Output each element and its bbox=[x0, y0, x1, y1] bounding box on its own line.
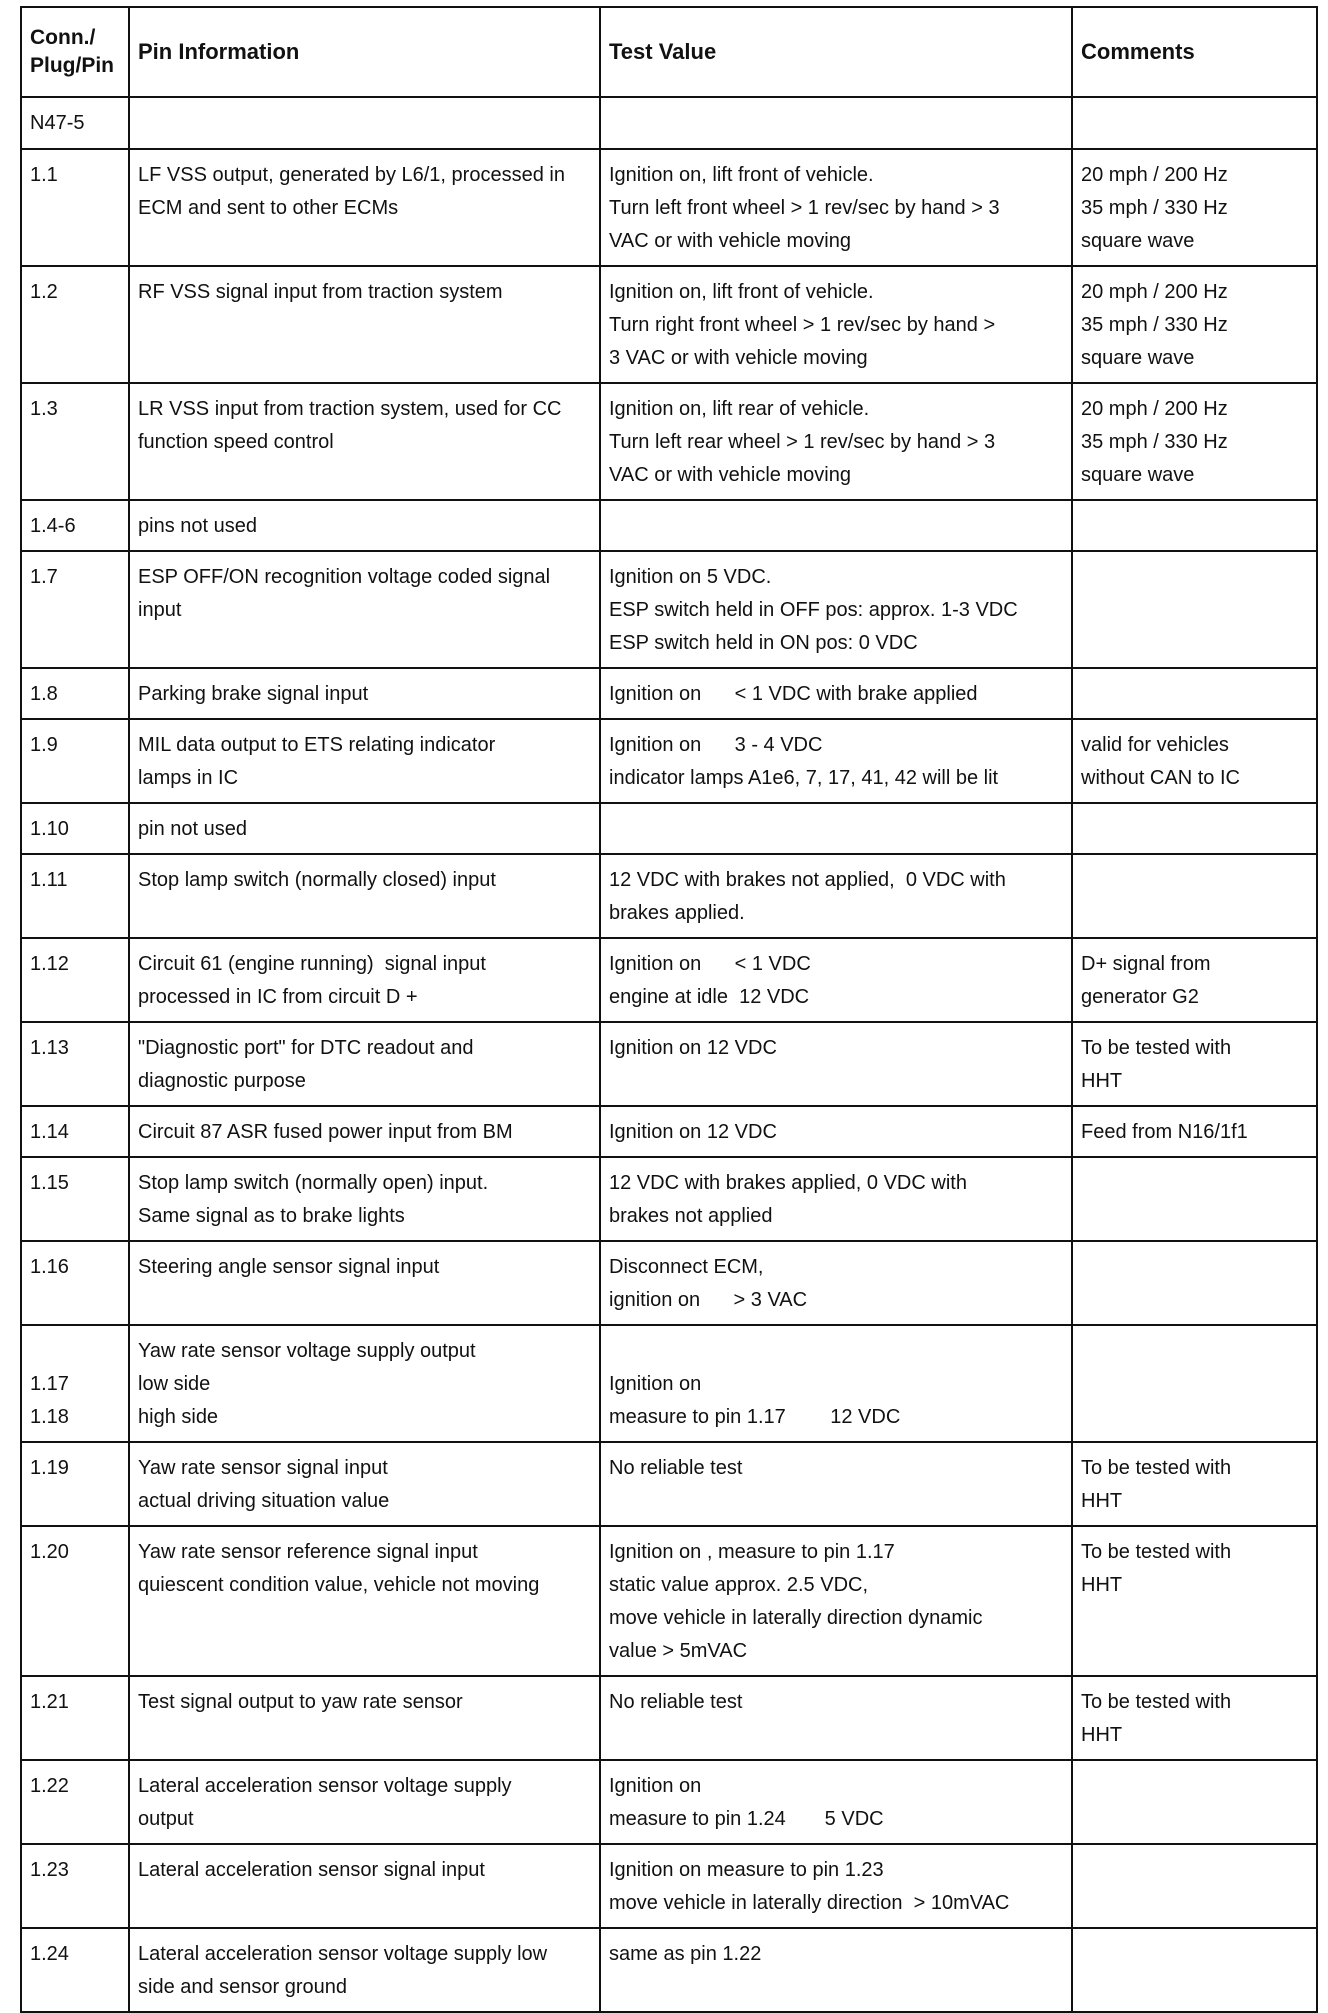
comments-line: HHT bbox=[1081, 1724, 1123, 1746]
header-test-value: Test Value bbox=[600, 7, 1072, 97]
test-value-cell bbox=[600, 1157, 1072, 1241]
test-value-line: measure to pin 1.24 5 VDC bbox=[609, 1808, 884, 1830]
comments-line: HHT bbox=[1081, 1574, 1123, 1596]
comments-line: generator G2 bbox=[1081, 986, 1199, 1008]
test-value-line: Turn right front wheel > 1 rev/sec by hand > bbox=[609, 314, 996, 336]
test-value-line: VAC or with vehicle moving bbox=[609, 230, 851, 252]
comments-line: 20 mph / 200 Hz bbox=[1081, 398, 1228, 420]
pin-information-cell bbox=[129, 551, 600, 668]
pin-cell bbox=[21, 1928, 129, 2012]
comments-cell bbox=[1072, 1241, 1317, 1325]
test-value-cell bbox=[600, 1022, 1072, 1106]
test-value-line: indicator lamps A1e6, 7, 17, 41, 42 will be lit bbox=[609, 767, 999, 789]
pin-line: 1.7 bbox=[30, 566, 58, 588]
pin-information-cell bbox=[129, 1442, 600, 1526]
comments-line: square wave bbox=[1081, 347, 1195, 369]
pin-information-line: Steering angle sensor signal input bbox=[138, 1256, 440, 1278]
test-value-cell bbox=[600, 97, 1072, 149]
test-value-line: Ignition on bbox=[609, 1775, 702, 1797]
pin-information-line: Stop lamp switch (normally open) input. bbox=[138, 1172, 489, 1194]
table-row bbox=[21, 97, 1317, 149]
test-value-cell bbox=[600, 719, 1072, 803]
test-value-line: Ignition on < 1 VDC with brake applied bbox=[609, 683, 978, 705]
pin-line: 1.16 bbox=[30, 1256, 69, 1278]
pin-information-cell bbox=[129, 1844, 600, 1928]
table-body bbox=[21, 97, 1317, 2012]
comments-cell bbox=[1072, 1157, 1317, 1241]
pin-information-line: quiescent condition value, vehicle not moving bbox=[138, 1574, 540, 1596]
pin-information-line: function speed control bbox=[138, 431, 334, 453]
comments-line: To be tested with bbox=[1081, 1541, 1232, 1563]
comments-cell bbox=[1072, 719, 1317, 803]
pin-cell bbox=[21, 938, 129, 1022]
pin-information-cell bbox=[129, 1022, 600, 1106]
pin-information-line: Lateral acceleration sensor signal input bbox=[138, 1859, 485, 1881]
pin-line: 1.21 bbox=[30, 1691, 69, 1713]
test-value-cell bbox=[600, 1442, 1072, 1526]
pin-line: N47-5 bbox=[30, 112, 85, 134]
pin-information-line: actual driving situation value bbox=[138, 1490, 390, 1512]
comments-line: To be tested with bbox=[1081, 1691, 1232, 1713]
test-value-line: value > 5mVAC bbox=[609, 1640, 748, 1662]
test-value-line: Ignition on, lift rear of vehicle. bbox=[609, 398, 870, 420]
pin-information-line: output bbox=[138, 1808, 194, 1830]
pin-information-line: ECM and sent to other ECMs bbox=[138, 197, 399, 219]
table-row bbox=[21, 1928, 1317, 2012]
pin-cell bbox=[21, 1325, 129, 1442]
test-value-line: ignition on > 3 VAC bbox=[609, 1289, 808, 1311]
test-value-cell bbox=[600, 1241, 1072, 1325]
table-header-row bbox=[21, 7, 1317, 97]
pin-information-table bbox=[20, 6, 1318, 2013]
test-value-line: measure to pin 1.17 12 VDC bbox=[609, 1406, 901, 1428]
pin-information-line: lamps in IC bbox=[138, 767, 239, 789]
header-conn-line-1: Conn./ bbox=[30, 26, 96, 49]
pin-cell bbox=[21, 1676, 129, 1760]
pin-line: 1.22 bbox=[30, 1775, 69, 1797]
pin-information-line: low side bbox=[138, 1373, 211, 1395]
table-row bbox=[21, 1022, 1317, 1106]
pin-information-line: Test signal output to yaw rate sensor bbox=[138, 1691, 463, 1713]
table-row bbox=[21, 1241, 1317, 1325]
pin-information-line: Circuit 87 ASR fused power input from BM bbox=[138, 1121, 513, 1143]
comments-cell bbox=[1072, 1526, 1317, 1676]
pin-information-line: Same signal as to brake lights bbox=[138, 1205, 405, 1227]
comments-cell bbox=[1072, 854, 1317, 938]
pin-cell bbox=[21, 1526, 129, 1676]
comments-line: without CAN to IC bbox=[1081, 767, 1240, 789]
test-value-cell bbox=[600, 1928, 1072, 2012]
pin-information-line: Parking brake signal input bbox=[138, 683, 369, 705]
pin-information-line: "Diagnostic port" for DTC readout and bbox=[138, 1037, 474, 1059]
test-value-line: static value approx. 2.5 VDC, bbox=[609, 1574, 869, 1596]
pin-information-line: pins not used bbox=[138, 515, 257, 537]
pin-cell bbox=[21, 551, 129, 668]
pin-cell bbox=[21, 149, 129, 266]
test-value-line: brakes not applied bbox=[609, 1205, 773, 1227]
pin-information-cell bbox=[129, 97, 600, 149]
header-comments: Comments bbox=[1072, 7, 1317, 97]
pin-information-line: Stop lamp switch (normally closed) input bbox=[138, 869, 496, 891]
table-row bbox=[21, 1157, 1317, 1241]
test-value-cell bbox=[600, 500, 1072, 551]
test-value-line: Ignition on 3 - 4 VDC bbox=[609, 734, 823, 756]
comments-line: valid for vehicles bbox=[1081, 734, 1229, 756]
test-value-cell bbox=[600, 1676, 1072, 1760]
test-value-line bbox=[609, 1335, 1064, 1368]
pin-information-cell bbox=[129, 719, 600, 803]
header-conn-line-2: Plug/Pin bbox=[30, 54, 114, 77]
pin-line: 1.1 bbox=[30, 164, 58, 186]
comments-cell bbox=[1072, 383, 1317, 500]
pin-information-cell bbox=[129, 1241, 600, 1325]
test-value-line: move vehicle in laterally direction > 10mVAC bbox=[609, 1892, 1010, 1914]
comments-cell bbox=[1072, 500, 1317, 551]
pin-line: 1.12 bbox=[30, 953, 69, 975]
comments-cell bbox=[1072, 1760, 1317, 1844]
test-value-cell bbox=[600, 1526, 1072, 1676]
test-value-line: VAC or with vehicle moving bbox=[609, 464, 851, 486]
test-value-line: Ignition on < 1 VDC bbox=[609, 953, 811, 975]
pin-cell bbox=[21, 1106, 129, 1157]
pin-line: 1.8 bbox=[30, 683, 58, 705]
table-row bbox=[21, 803, 1317, 854]
pin-line: 1.11 bbox=[30, 869, 68, 891]
pin-information-cell bbox=[129, 854, 600, 938]
pin-information-cell bbox=[129, 1526, 600, 1676]
pin-line: 1.9 bbox=[30, 734, 58, 756]
pin-table-page bbox=[20, 6, 1316, 2013]
test-value-line: Disconnect ECM, bbox=[609, 1256, 764, 1278]
pin-cell bbox=[21, 854, 129, 938]
test-value-cell bbox=[600, 1844, 1072, 1928]
test-value-cell bbox=[600, 266, 1072, 383]
pin-information-cell bbox=[129, 149, 600, 266]
pin-information-line: pin not used bbox=[138, 818, 247, 840]
pin-information-cell bbox=[129, 1760, 600, 1844]
pin-information-cell bbox=[129, 1325, 600, 1442]
pin-information-cell bbox=[129, 803, 600, 854]
comments-line: square wave bbox=[1081, 230, 1195, 252]
pin-line: 1.3 bbox=[30, 398, 58, 420]
pin-cell bbox=[21, 803, 129, 854]
pin-information-line: LR VSS input from traction system, used for CC bbox=[138, 398, 562, 420]
pin-line bbox=[30, 1335, 121, 1368]
header-conn-plug-pin bbox=[21, 7, 129, 97]
table-row bbox=[21, 1442, 1317, 1526]
comments-cell bbox=[1072, 149, 1317, 266]
comments-line: D+ signal from bbox=[1081, 953, 1211, 975]
pin-information-line: side and sensor ground bbox=[138, 1976, 348, 1998]
comments-cell bbox=[1072, 1325, 1317, 1442]
test-value-cell bbox=[600, 1325, 1072, 1442]
pin-information-cell bbox=[129, 1676, 600, 1760]
comments-line: To be tested with bbox=[1081, 1457, 1232, 1479]
comments-line: 35 mph / 330 Hz bbox=[1081, 431, 1228, 453]
pin-line: 1.15 bbox=[30, 1172, 69, 1194]
table-row bbox=[21, 668, 1317, 719]
pin-cell bbox=[21, 1760, 129, 1844]
pin-information-cell bbox=[129, 1106, 600, 1157]
pin-information-line: diagnostic purpose bbox=[138, 1070, 306, 1092]
table-row bbox=[21, 1760, 1317, 1844]
pin-cell bbox=[21, 97, 129, 149]
pin-line: 1.10 bbox=[30, 818, 69, 840]
table-row bbox=[21, 266, 1317, 383]
comments-cell bbox=[1072, 551, 1317, 668]
test-value-line: ESP switch held in ON pos: 0 VDC bbox=[609, 632, 918, 654]
pin-line: 1.24 bbox=[30, 1943, 69, 1965]
table-row bbox=[21, 383, 1317, 500]
test-value-line: No reliable test bbox=[609, 1457, 743, 1479]
table-row bbox=[21, 1325, 1317, 1442]
comments-line: 20 mph / 200 Hz bbox=[1081, 164, 1228, 186]
comments-cell bbox=[1072, 1022, 1317, 1106]
comments-cell bbox=[1072, 266, 1317, 383]
pin-cell bbox=[21, 719, 129, 803]
comments-cell bbox=[1072, 1844, 1317, 1928]
pin-information-line: processed in IC from circuit D + bbox=[138, 986, 418, 1008]
pin-information-line: input bbox=[138, 599, 182, 621]
pin-line: 1.19 bbox=[30, 1457, 69, 1479]
test-value-cell bbox=[600, 383, 1072, 500]
pin-cell bbox=[21, 1157, 129, 1241]
table-row bbox=[21, 938, 1317, 1022]
comments-cell bbox=[1072, 97, 1317, 149]
pin-line: 1.20 bbox=[30, 1541, 69, 1563]
test-value-cell bbox=[600, 1760, 1072, 1844]
comments-cell bbox=[1072, 1106, 1317, 1157]
pin-information-line: MIL data output to ETS relating indicator bbox=[138, 734, 496, 756]
table-row bbox=[21, 1844, 1317, 1928]
test-value-line: 12 VDC with brakes applied, 0 VDC with bbox=[609, 1172, 967, 1194]
table-row bbox=[21, 1676, 1317, 1760]
pin-information-line: ESP OFF/ON recognition voltage coded signal bbox=[138, 566, 551, 588]
test-value-line: Ignition on , measure to pin 1.17 bbox=[609, 1541, 895, 1563]
test-value-line: move vehicle in laterally direction dynamic bbox=[609, 1607, 983, 1629]
comments-cell bbox=[1072, 1928, 1317, 2012]
table-row bbox=[21, 149, 1317, 266]
pin-information-cell bbox=[129, 668, 600, 719]
table-row bbox=[21, 1106, 1317, 1157]
test-value-line: Ignition on bbox=[609, 1373, 702, 1395]
test-value-line: Ignition on measure to pin 1.23 bbox=[609, 1859, 884, 1881]
test-value-cell bbox=[600, 149, 1072, 266]
test-value-line: brakes applied. bbox=[609, 902, 745, 924]
test-value-cell bbox=[600, 854, 1072, 938]
test-value-line: Turn left rear wheel > 1 rev/sec by hand > 3 bbox=[609, 431, 996, 453]
test-value-line: engine at idle 12 VDC bbox=[609, 986, 810, 1008]
test-value-line: Ignition on 5 VDC. bbox=[609, 566, 772, 588]
table-row bbox=[21, 1526, 1317, 1676]
pin-information-cell bbox=[129, 938, 600, 1022]
comments-line: 35 mph / 330 Hz bbox=[1081, 197, 1228, 219]
test-value-line: Turn left front wheel > 1 rev/sec by hand > 3 bbox=[609, 197, 1000, 219]
test-value-cell bbox=[600, 1106, 1072, 1157]
pin-information-line: high side bbox=[138, 1406, 219, 1428]
header-pin-information: Pin Information bbox=[129, 7, 600, 97]
comments-cell bbox=[1072, 1676, 1317, 1760]
test-value-cell bbox=[600, 938, 1072, 1022]
pin-information-line: Circuit 61 (engine running) signal input bbox=[138, 953, 486, 975]
pin-cell bbox=[21, 668, 129, 719]
pin-cell bbox=[21, 266, 129, 383]
pin-information-line: LF VSS output, generated by L6/1, processed in bbox=[138, 164, 565, 186]
test-value-line: Ignition on, lift front of vehicle. bbox=[609, 164, 874, 186]
pin-line: 1.4-6 bbox=[30, 515, 76, 537]
test-value-cell bbox=[600, 668, 1072, 719]
pin-line: 1.13 bbox=[30, 1037, 69, 1059]
table-row bbox=[21, 719, 1317, 803]
comments-line: HHT bbox=[1081, 1490, 1123, 1512]
test-value-line: 3 VAC or with vehicle moving bbox=[609, 347, 868, 369]
pin-information-cell bbox=[129, 1157, 600, 1241]
comments-line: HHT bbox=[1081, 1070, 1123, 1092]
test-value-line: ESP switch held in OFF pos: approx. 1-3 VDC bbox=[609, 599, 1018, 621]
pin-line: 1.18 bbox=[30, 1406, 69, 1428]
comments-line: To be tested with bbox=[1081, 1037, 1232, 1059]
pin-cell bbox=[21, 383, 129, 500]
comments-cell bbox=[1072, 668, 1317, 719]
comments-line: square wave bbox=[1081, 464, 1195, 486]
pin-information-line: Lateral acceleration sensor voltage supply low bbox=[138, 1943, 548, 1965]
pin-information-cell bbox=[129, 266, 600, 383]
comments-cell bbox=[1072, 938, 1317, 1022]
table-row bbox=[21, 500, 1317, 551]
comments-line: 20 mph / 200 Hz bbox=[1081, 281, 1228, 303]
test-value-cell bbox=[600, 551, 1072, 668]
test-value-line: Ignition on 12 VDC bbox=[609, 1121, 777, 1143]
table-row bbox=[21, 854, 1317, 938]
test-value-line: Ignition on 12 VDC bbox=[609, 1037, 777, 1059]
test-value-line: Ignition on, lift front of vehicle. bbox=[609, 281, 874, 303]
test-value-line: same as pin 1.22 bbox=[609, 1943, 762, 1965]
pin-cell bbox=[21, 1442, 129, 1526]
pin-cell bbox=[21, 1022, 129, 1106]
pin-information-line: Yaw rate sensor voltage supply output bbox=[138, 1340, 476, 1362]
pin-line: 1.14 bbox=[30, 1121, 69, 1143]
pin-information-line: Yaw rate sensor signal input bbox=[138, 1457, 388, 1479]
pin-line: 1.23 bbox=[30, 1859, 69, 1881]
test-value-cell bbox=[600, 803, 1072, 854]
pin-information-line: Lateral acceleration sensor voltage supply bbox=[138, 1775, 512, 1797]
pin-cell bbox=[21, 1844, 129, 1928]
test-value-line: No reliable test bbox=[609, 1691, 743, 1713]
pin-information-line: Yaw rate sensor reference signal input bbox=[138, 1541, 478, 1563]
test-value-line: 12 VDC with brakes not applied, 0 VDC with bbox=[609, 869, 1006, 891]
pin-information-line: RF VSS signal input from traction system bbox=[138, 281, 503, 303]
pin-cell bbox=[21, 1241, 129, 1325]
pin-line: 1.17 bbox=[30, 1373, 69, 1395]
comments-cell bbox=[1072, 1442, 1317, 1526]
pin-cell bbox=[21, 500, 129, 551]
comments-line: 35 mph / 330 Hz bbox=[1081, 314, 1228, 336]
table-row bbox=[21, 551, 1317, 668]
comments-line: Feed from N16/1f1 bbox=[1081, 1121, 1248, 1143]
comments-cell bbox=[1072, 803, 1317, 854]
pin-information-cell bbox=[129, 500, 600, 551]
pin-information-cell bbox=[129, 1928, 600, 2012]
pin-line: 1.2 bbox=[30, 281, 58, 303]
pin-information-cell bbox=[129, 383, 600, 500]
